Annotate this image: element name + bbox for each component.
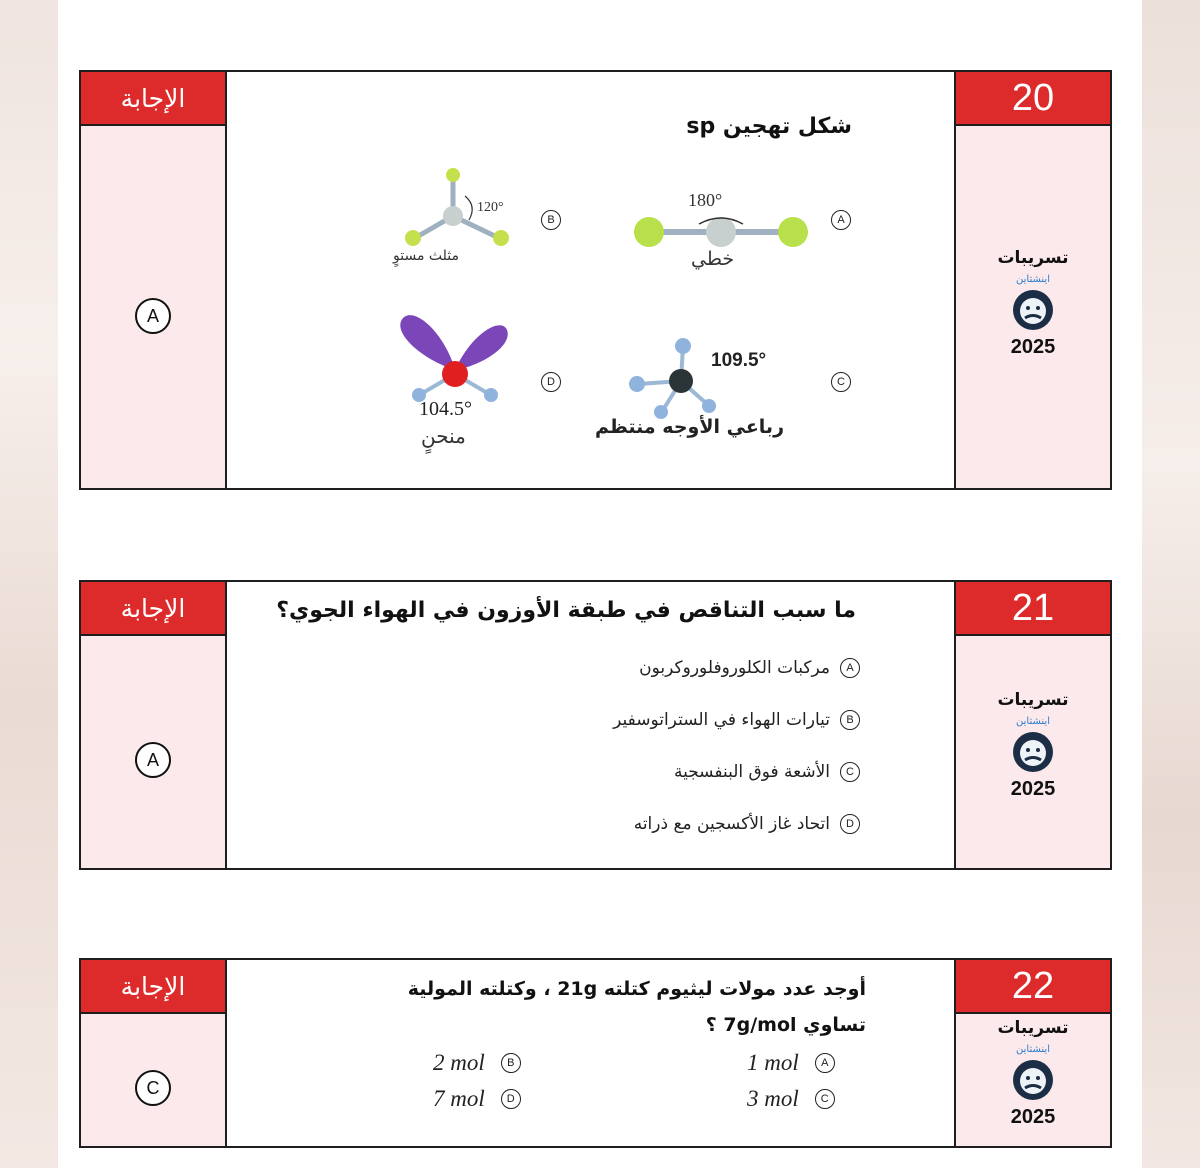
background-right bbox=[1142, 0, 1200, 1168]
question-number: 21 bbox=[956, 582, 1110, 636]
option-text-a: 1 mol bbox=[747, 1050, 799, 1075]
brand-word: تسريبات bbox=[997, 690, 1069, 710]
option-letter-a: A bbox=[840, 658, 860, 678]
option-angle-d: 104.5° bbox=[419, 398, 472, 420]
brand-sub: اينشتاين bbox=[1016, 274, 1050, 285]
question-title: شكل تهجين sp bbox=[686, 114, 852, 139]
brand-year: 2025 bbox=[1010, 1106, 1056, 1128]
question-number: 22 bbox=[956, 960, 1110, 1014]
option-letter-c: C bbox=[840, 762, 860, 782]
einstein-face-icon bbox=[1001, 270, 1065, 334]
brand-sub: اينشتاين bbox=[1016, 716, 1050, 727]
option-row-b[interactable] bbox=[433, 1050, 521, 1076]
number-column bbox=[954, 582, 1110, 868]
question-card-22 bbox=[79, 958, 1112, 1148]
option-text-a: مركبات الكلوروفلوروكربون bbox=[639, 658, 830, 678]
brand-logo bbox=[956, 248, 1110, 359]
option-letter-a: A bbox=[815, 1053, 835, 1073]
option-letter-b: B bbox=[501, 1053, 521, 1073]
answer-badge: C bbox=[135, 1070, 171, 1106]
bent-molecule-icon bbox=[381, 304, 511, 404]
answer-column bbox=[81, 72, 227, 488]
option-label-a: خطي bbox=[691, 248, 735, 270]
option-text-c: الأشعة فوق البنفسجية bbox=[673, 762, 830, 782]
question-number: 20 bbox=[956, 72, 1110, 126]
question-title: ما سبب التناقص في طبقة الأوزون في الهواء الجوي؟ bbox=[276, 598, 856, 623]
answer-header: الإجابة bbox=[81, 582, 225, 636]
option-angle-b: 120° bbox=[477, 200, 504, 215]
option-text-b: 2 mol bbox=[433, 1050, 485, 1075]
option-angle-c: 109.5° bbox=[711, 350, 767, 371]
option-letter-b: B bbox=[840, 710, 860, 730]
option-row-b[interactable] bbox=[613, 710, 860, 730]
option-letter-d: D bbox=[501, 1089, 521, 1109]
brand-word: تسريبات bbox=[997, 248, 1069, 268]
option-text-b: تيارات الهواء في الستراتوسفير bbox=[613, 710, 830, 730]
option-letter-d[interactable]: D bbox=[541, 372, 561, 392]
brand-sub: اينشتاين bbox=[1016, 1044, 1050, 1055]
option-label-b: مثلث مستوٍ bbox=[393, 248, 460, 264]
option-letter-c: C bbox=[815, 1089, 835, 1109]
einstein-face-icon bbox=[1001, 1040, 1065, 1104]
brand-year: 2025 bbox=[1010, 336, 1056, 358]
brand-word: تسريبات bbox=[997, 1018, 1069, 1038]
brand-logo bbox=[956, 1018, 1110, 1129]
einstein-face-icon bbox=[1001, 712, 1065, 776]
option-letter-b[interactable]: B bbox=[541, 210, 561, 230]
question-card-20 bbox=[79, 70, 1112, 490]
brand-logo bbox=[956, 690, 1110, 801]
background-left bbox=[0, 0, 58, 1168]
option-label-d: منحنٍ bbox=[421, 424, 466, 448]
number-column bbox=[954, 72, 1110, 488]
option-row-c[interactable] bbox=[674, 762, 860, 782]
tetrahedral-molecule-icon bbox=[621, 334, 721, 419]
option-letter-d: D bbox=[840, 814, 860, 834]
question-title-line-1: أوجد عدد مولات ليثيوم كتلته 21g ، وكتلته المولية bbox=[407, 978, 866, 1000]
answer-header: الإجابة bbox=[81, 960, 225, 1014]
option-row-a[interactable] bbox=[639, 658, 860, 678]
option-letter-a[interactable]: A bbox=[831, 210, 851, 230]
answer-column bbox=[81, 582, 227, 868]
option-text-c: 3 mol bbox=[747, 1086, 799, 1111]
option-text-d: اتحاد غاز الأكسجين مع ذراته bbox=[633, 814, 830, 834]
option-angle-a: 180° bbox=[688, 190, 723, 210]
option-row-d[interactable] bbox=[634, 814, 860, 834]
worksheet-page bbox=[58, 0, 1142, 1168]
option-letter-c[interactable]: C bbox=[831, 372, 851, 392]
answer-header: الإجابة bbox=[81, 72, 225, 126]
option-row-c[interactable] bbox=[747, 1086, 835, 1112]
answer-column bbox=[81, 960, 227, 1146]
answer-badge: A bbox=[135, 298, 171, 334]
number-column bbox=[954, 960, 1110, 1146]
option-text-d: 7 mol bbox=[433, 1086, 485, 1111]
question-card-21 bbox=[79, 580, 1112, 870]
brand-year: 2025 bbox=[1010, 778, 1056, 800]
question-title-line-2: تساوي 7g/mol ؟ bbox=[705, 1014, 866, 1036]
answer-badge: A bbox=[135, 742, 171, 778]
option-label-c: رباعي الأوجه منتظم bbox=[595, 416, 785, 438]
option-row-a[interactable] bbox=[747, 1050, 835, 1076]
option-row-d[interactable] bbox=[433, 1086, 521, 1112]
